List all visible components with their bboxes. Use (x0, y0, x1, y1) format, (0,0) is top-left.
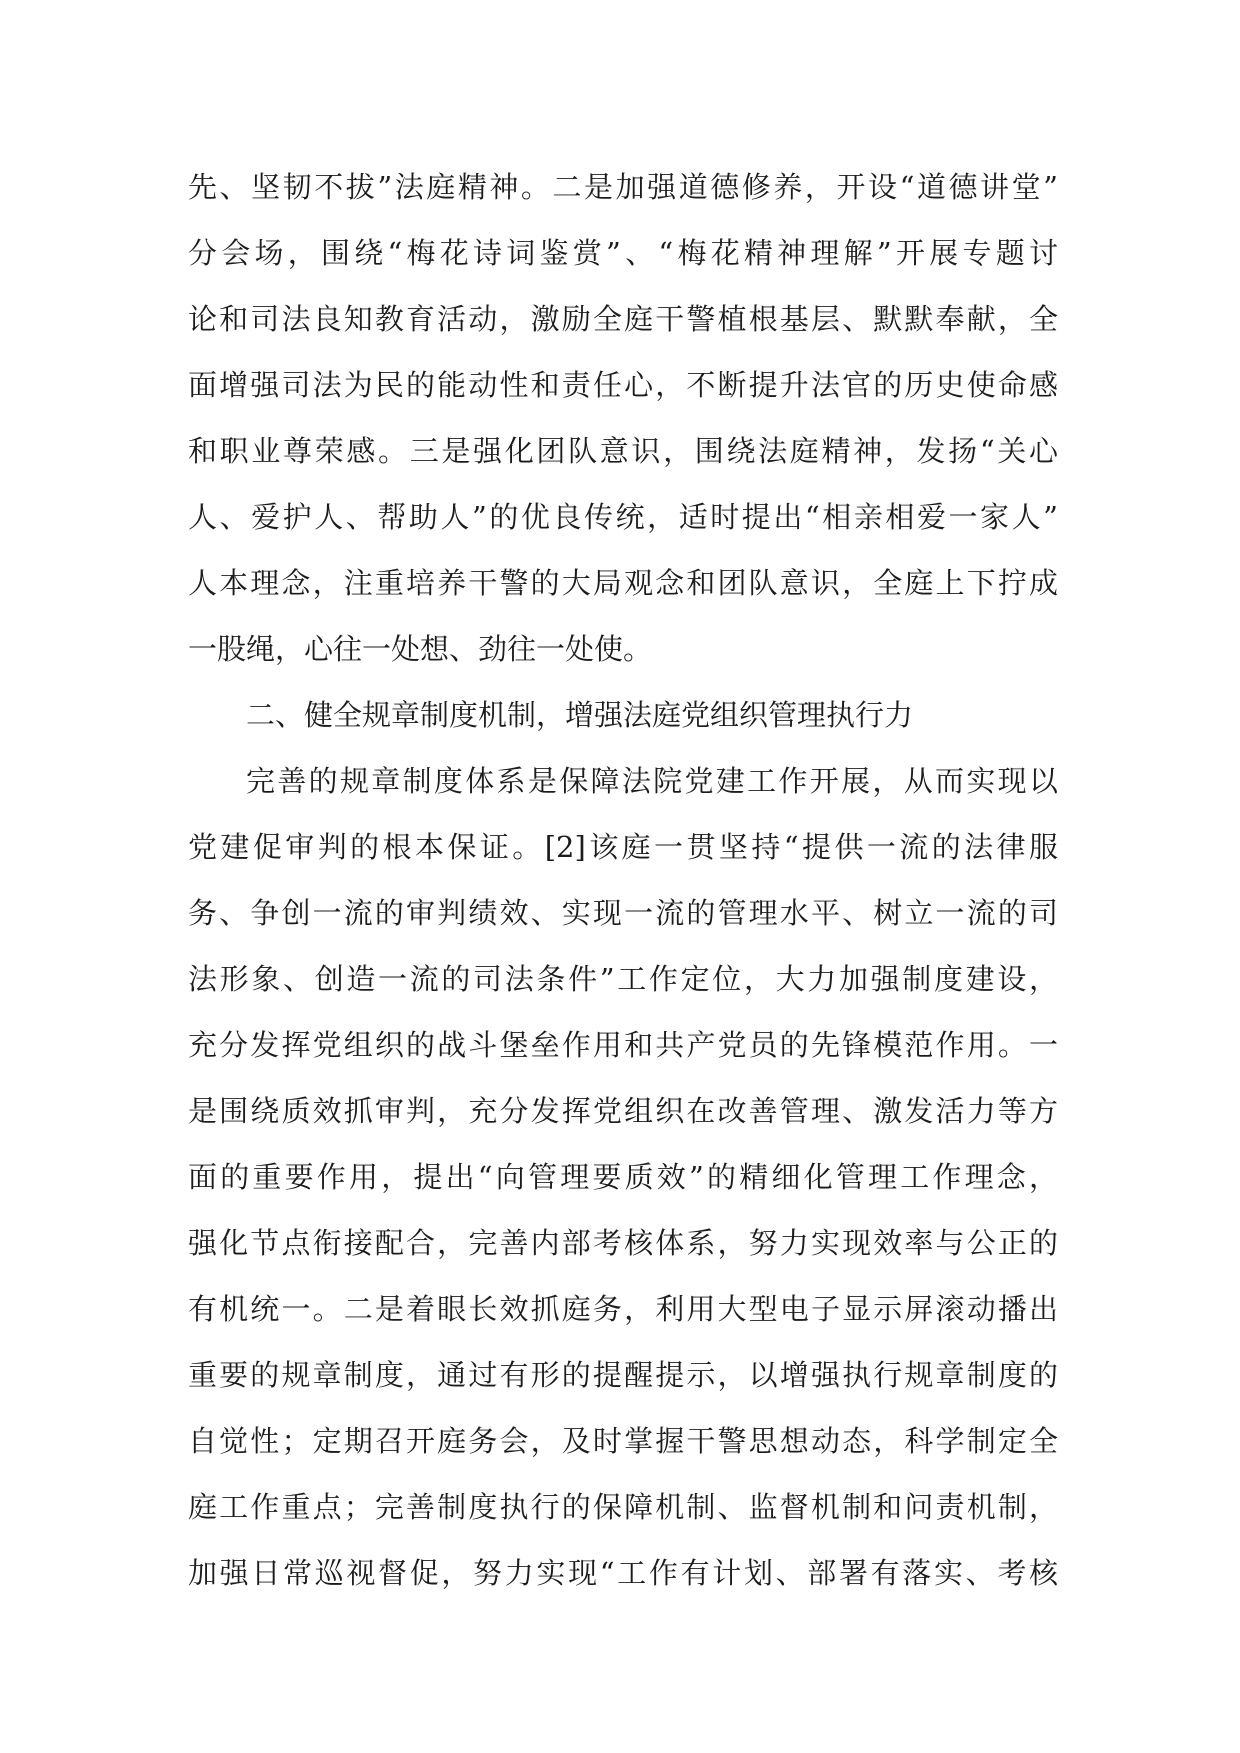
paragraph-line: 强化节点衔接配合，完善内部考核体系，努力实现效率与公正的 (188, 1226, 1058, 1260)
paragraph-line: 面增强司法为民的能动性和责任心，不断提升法官的历史使命感 (188, 368, 1058, 402)
paragraph-line: 自觉性；定期召开庭务会，及时掌握干警思想动态，科学制定全 (188, 1424, 1058, 1458)
paragraph-line: 一股绳，心往一处想、劲往一处使。 (188, 632, 653, 666)
paragraph-line: 完善的规章制度体系是保障法院党建工作开展，从而实现以 (246, 764, 1058, 798)
paragraph-line: 党建促审判的根本保证。[2]该庭一贯坚持“提供一流的法律服 (188, 830, 1058, 864)
document-body (188, 154, 1058, 1606)
paragraph-line: 庭工作重点；完善制度执行的保障机制、监督机制和问责机制， (188, 1490, 1058, 1524)
paragraph-line: 法形象、创造一流的司法条件”工作定位，大力加强制度建设， (188, 962, 1058, 996)
paragraph-line: 人、爱护人、帮助人”的优良传统，适时提出“相亲相爱一家人” (188, 500, 1058, 534)
paragraph-line: 加强日常巡视督促，努力实现“工作有计划、部署有落实、考核 (188, 1556, 1058, 1590)
paragraph-line: 充分发挥党组织的战斗堡垒作用和共产党员的先锋模范作用。一 (188, 1028, 1058, 1062)
paragraph-line: 人本理念，注重培养干警的大局观念和团队意识，全庭上下拧成 (188, 566, 1058, 600)
paragraph-line: 务、争创一流的审判绩效、实现一流的管理水平、树立一流的司 (188, 896, 1058, 930)
paragraph-line: 面的重要作用，提出“向管理要质效”的精细化管理工作理念， (188, 1160, 1058, 1194)
paragraph-line: 论和司法良知教育活动，激励全庭干警植根基层、默默奉献，全 (188, 302, 1058, 336)
paragraph-line: 重要的规章制度，通过有形的提醒提示，以增强执行规章制度的 (188, 1358, 1058, 1392)
paragraph-line: 分会场，围绕“梅花诗词鉴赏”、“梅花精神理解”开展专题讨 (188, 236, 1058, 270)
paragraph-line: 和职业尊荣感。三是强化团队意识，围绕法庭精神，发扬“关心 (188, 434, 1058, 468)
paragraph-line: 有机统一。二是着眼长效抓庭务，利用大型电子显示屏滚动播出 (188, 1292, 1058, 1326)
paragraph-line: 是围绕质效抓审判，充分发挥党组织在改善管理、激发活力等方 (188, 1094, 1058, 1128)
paragraph-line: 先、坚韧不拔”法庭精神。二是加强道德修养，开设“道德讲堂” (188, 170, 1058, 204)
section-heading: 二、健全规章制度机制，增强法庭党组织管理执行力 (246, 698, 914, 732)
